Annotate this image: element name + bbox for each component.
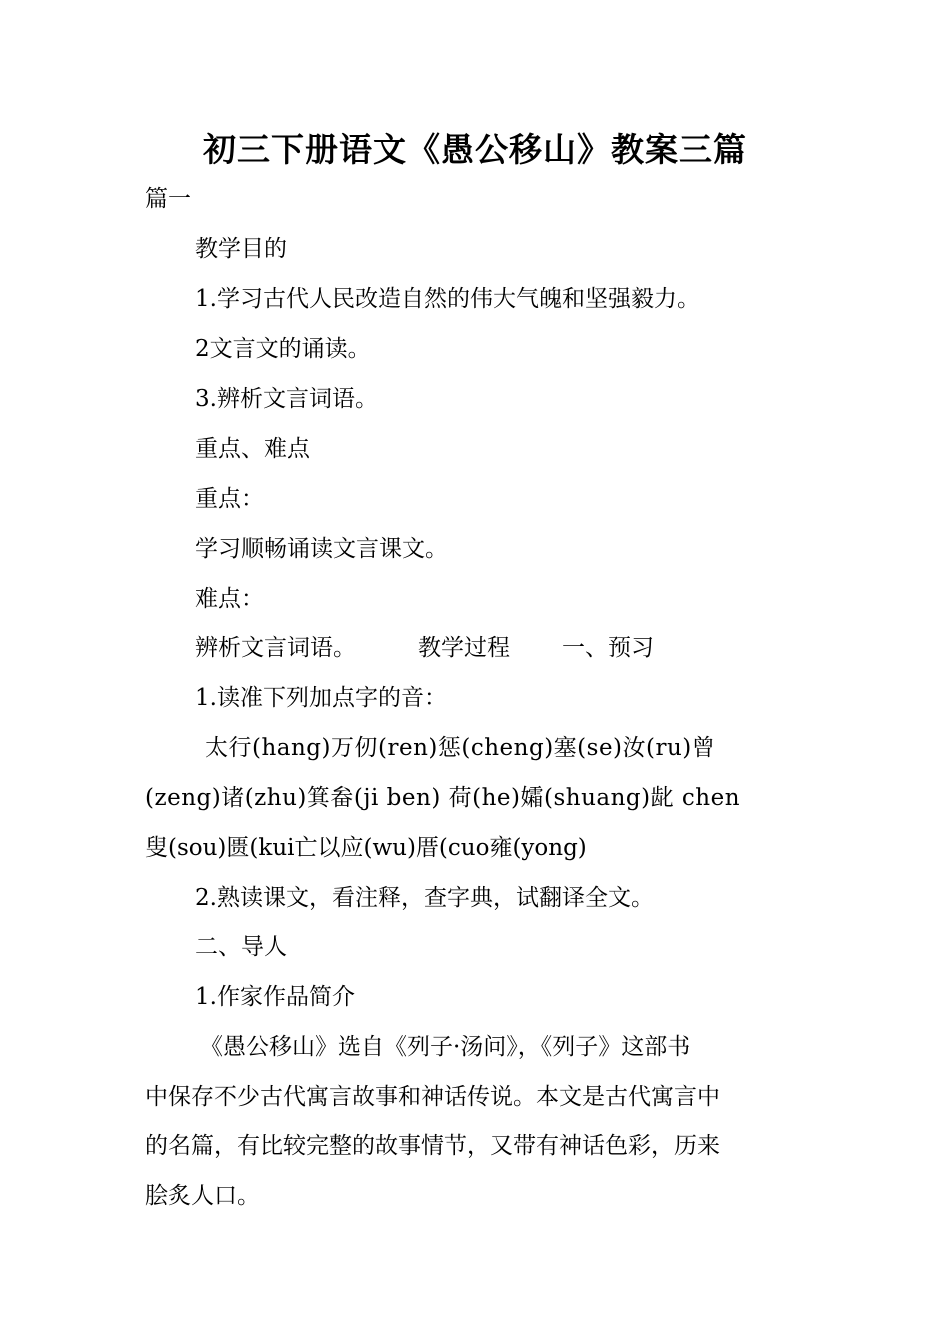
pronunciation-line-2: (zeng)诸(zhu)箕畚(ji ben) 荷(he)孀(shuang)龀 chen bbox=[145, 785, 741, 811]
difficulty-text: 辨析文言词语。 bbox=[195, 635, 356, 661]
document-title: 初三下册语文《愚公移山》教案三篇 bbox=[203, 130, 747, 169]
paragraph-line-3: 的名篇，有比较完整的故事情节，又带有神话色彩，历来 bbox=[145, 1133, 720, 1159]
process-heading: 教学过程 bbox=[418, 635, 510, 661]
key-points-heading: 重点、难点 bbox=[195, 436, 310, 462]
objective-item-1: 1.学习古代人民改造自然的伟大气魄和坚强毅力。 bbox=[195, 286, 700, 312]
intro-heading: 二、导人 bbox=[195, 934, 287, 960]
paragraph-line-4: 脍炙人口。 bbox=[145, 1183, 260, 1209]
objectives-heading: 教学目的 bbox=[195, 236, 287, 262]
key-point-text: 学习顺畅诵读文言课文。 bbox=[195, 536, 448, 562]
objective-item-3: 3.辨析文言词语。 bbox=[195, 386, 378, 412]
objective-item-2: 2文言文的诵读。 bbox=[195, 336, 371, 362]
paragraph-line-2: 中保存不少古代寓言故事和神话传说。本文是古代寓言中 bbox=[145, 1084, 720, 1110]
preview-item-2: 2.熟读课文，看注释，查字典，试翻译全文。 bbox=[195, 885, 654, 911]
pronunciation-line-3: 叟(sou)匮(kui亡以应(wu)厝(cuo雍(yong) bbox=[145, 835, 587, 861]
key-point-label: 重点： bbox=[195, 486, 264, 512]
preview-heading: 一、预习 bbox=[562, 635, 654, 661]
difficulty-label: 难点： bbox=[195, 586, 264, 612]
intro-item-1: 1.作家作品简介 bbox=[195, 984, 355, 1010]
section-label: 篇一 bbox=[145, 186, 191, 212]
preview-item-1: 1.读准下列加点字的音： bbox=[195, 685, 447, 711]
difficulty-process-line bbox=[195, 632, 654, 664]
pronunciation-line-1: 太行(hang)万仞(ren)惩(cheng)塞(se)汝(ru)曾 bbox=[205, 735, 716, 761]
paragraph-line-1: 《愚公移山》选自《列子·汤问》，《列子》这部书 bbox=[200, 1034, 691, 1060]
